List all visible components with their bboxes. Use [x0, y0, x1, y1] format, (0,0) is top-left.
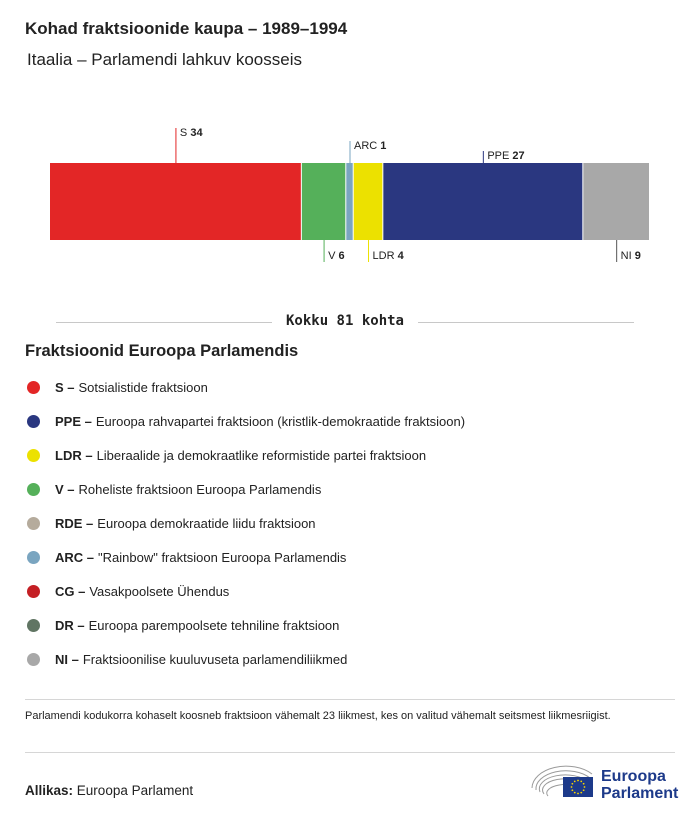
legend-item — [25, 540, 685, 574]
source-line — [25, 783, 193, 798]
legend-swatch — [27, 517, 40, 530]
eu-star — [574, 780, 576, 782]
bar-segment-v — [302, 163, 345, 240]
segment-label-ni: NI 9 — [620, 250, 641, 262]
legend-item — [25, 370, 685, 404]
legend-text: "Rainbow" fraktsioon Euroopa Parlamendis — [98, 549, 347, 565]
legend-abbr: DR – — [55, 617, 85, 633]
chart-title: Kohad fraktsioonide kaupa – 1989–1994 — [25, 19, 348, 38]
legend — [25, 370, 685, 676]
footnote: Parlamendi kodukorra kohaselt koosneb fraktsioon vähemalt 23 liikmest, kes on valitud vähemalt seitsmest liikmesriigist. — [25, 710, 611, 722]
legend-swatch — [27, 483, 40, 496]
legend-abbr: NI – — [55, 651, 79, 667]
legend-text: Euroopa demokraatide liidu fraktsioon — [97, 515, 316, 531]
eu-star — [571, 783, 573, 785]
legend-swatch — [27, 653, 40, 666]
eu-star — [577, 780, 579, 782]
legend-item — [25, 404, 685, 438]
eu-star — [583, 783, 585, 785]
eu-star — [574, 792, 576, 794]
legend-text: Roheliste fraktsioon Euroopa Parlamendis — [78, 481, 322, 497]
legend-item — [25, 642, 685, 676]
legend-item — [25, 608, 685, 642]
eu-star — [577, 793, 579, 795]
eu-star — [583, 789, 585, 791]
legend-abbr: S – — [55, 379, 75, 395]
bar-segment-s — [50, 163, 301, 240]
legend-text: Euroopa rahvapartei fraktsioon (kristlik-demokraatide fraktsioon) — [95, 413, 466, 429]
legend-swatch — [27, 551, 40, 564]
legend-swatch — [27, 381, 40, 394]
bar-segment-ni — [583, 163, 649, 240]
segment-label-s: S 34 — [179, 127, 203, 139]
segment-label-ldr: LDR 4 — [372, 250, 404, 262]
logo-wordmark — [601, 768, 678, 802]
legend-swatch — [27, 585, 40, 598]
legend-item — [25, 506, 685, 540]
bar-segment-arc — [346, 163, 352, 240]
source-label: Allikas: — [25, 783, 74, 798]
legend-title: Fraktsioonid Euroopa Parlamendis — [25, 342, 299, 360]
source-value: Euroopa Parlament — [76, 783, 194, 798]
divider-top — [25, 699, 675, 700]
eu-star — [580, 792, 582, 794]
legend-text: Vasakpoolsete Ühendus — [89, 583, 230, 599]
logo-line-1: Euroopa — [601, 768, 666, 785]
legend-abbr: ARC – — [55, 549, 95, 565]
legend-abbr: RDE – — [55, 515, 94, 531]
segment-label-arc: ARC 1 — [354, 140, 387, 152]
total-divider-right — [418, 322, 634, 323]
total-seats-label: Kokku 81 kohta — [285, 313, 404, 329]
legend-item — [25, 438, 685, 472]
legend-swatch — [27, 619, 40, 632]
segment-label-ppe: PPE 27 — [487, 150, 525, 162]
legend-text: Sotsialistide fraktsioon — [78, 379, 208, 395]
legend-swatch — [27, 449, 40, 462]
bar-segment-ldr — [354, 163, 383, 240]
eu-star — [584, 786, 586, 788]
legend-text: Fraktsioonilise kuuluvuseta parlamendiliikmed — [82, 651, 348, 667]
legend-item — [25, 574, 685, 608]
eu-star — [571, 789, 573, 791]
stacked-bar-chart — [0, 120, 700, 300]
divider-bottom — [25, 752, 675, 753]
legend-swatch — [27, 415, 40, 428]
logo-line-2: Parlament — [601, 785, 679, 802]
bar-segment-ppe — [383, 163, 582, 240]
legend-abbr: CG – — [55, 583, 86, 599]
eu-star — [571, 786, 573, 788]
segment-label-v: V 6 — [328, 250, 345, 262]
eu-star — [580, 780, 582, 782]
legend-item — [25, 472, 685, 506]
legend-abbr: V – — [55, 481, 75, 497]
legend-text: Liberaalide ja demokraatlike reformistide partei fraktsioon — [96, 447, 427, 463]
legend-text: Euroopa parempoolsete tehniline fraktsioon — [88, 617, 340, 633]
legend-abbr: LDR – — [55, 447, 93, 463]
chart-subtitle: Itaalia – Parlamendi lahkuv koosseis — [27, 50, 302, 69]
legend-abbr: PPE – — [55, 413, 92, 429]
total-seats-row — [56, 313, 634, 333]
